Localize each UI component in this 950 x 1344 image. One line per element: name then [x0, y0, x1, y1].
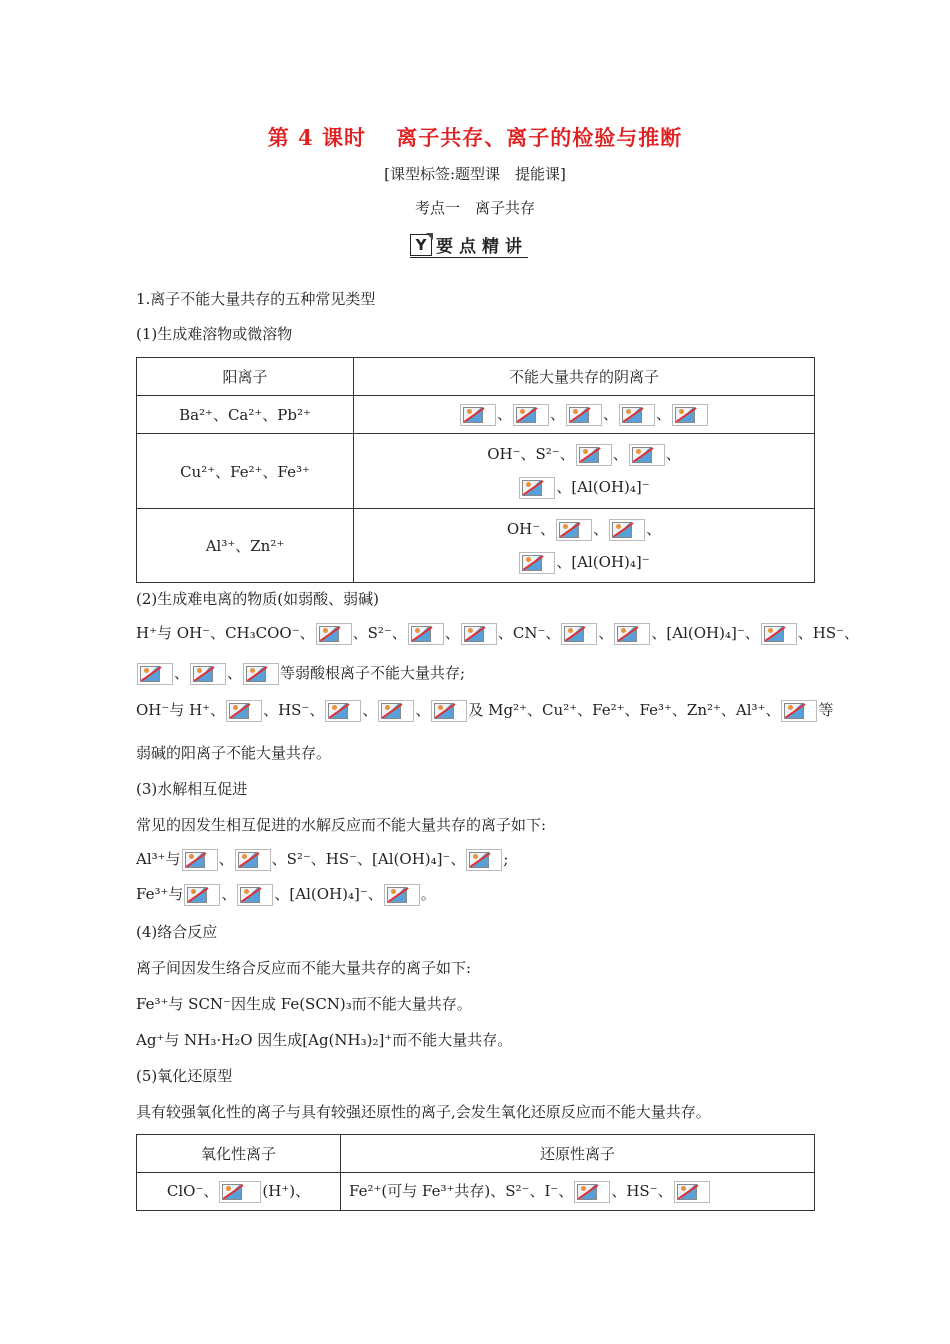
formula-image-icon — [461, 623, 497, 645]
formula-image-icon — [408, 623, 444, 645]
formula-image-icon — [519, 477, 555, 499]
text: OH⁻与 H⁺、 — [136, 701, 226, 719]
formula-image-icon — [226, 700, 262, 722]
hydrolysis-al-line: Al³⁺与 、 、S²⁻、HS⁻、[Al(OH)₄]⁻、 ; — [136, 848, 508, 871]
weak-acid-line: H⁺与 OH⁻、CH₃COO⁻、 、S²⁻、 、 、CN⁻、 、 、[Al(OH)₄]⁻、 、HS⁻、 — [136, 622, 859, 645]
sub-4-heading: (4)络合反应 — [136, 923, 218, 941]
reducing-cell — [341, 1173, 815, 1211]
formula-image-icon — [576, 444, 612, 466]
table-row — [137, 1173, 815, 1211]
weak-base-line-2: 弱碱的阳离子不能大量共存。 — [136, 744, 332, 762]
formula-image-icon — [556, 519, 592, 541]
text: 等 — [818, 701, 834, 719]
text: 、HS⁻、 — [797, 624, 860, 642]
section-badge — [410, 232, 528, 258]
anion-text: OH⁻、S²⁻、 — [487, 445, 575, 463]
text: 、S²⁻、HS⁻、[Al(OH)₄]⁻、 — [271, 850, 466, 868]
section-1-heading: 1.离子不能大量共存的五种常见类型 — [136, 290, 376, 308]
formula-image-icon — [235, 849, 271, 871]
formula-image-icon — [519, 552, 555, 574]
badge-letter: Y — [410, 234, 432, 256]
formula-image-icon — [219, 1181, 261, 1203]
formula-image-icon — [561, 623, 597, 645]
formula-image-icon — [460, 404, 496, 426]
anion-text: 、[Al(OH)₄]⁻ — [556, 478, 650, 496]
text: 等弱酸根离子不能大量共存; — [280, 664, 466, 682]
page-title: 第 4 课时 离子共存、离子的检验与推断 — [267, 125, 683, 150]
anion-cell: 、 、 、 、 — [354, 396, 815, 434]
text: Fe³⁺与 — [136, 885, 184, 903]
formula-image-icon — [672, 404, 708, 426]
text: 。 — [420, 885, 436, 903]
cation-cell: Al³⁺、Zn²⁺ — [137, 509, 354, 583]
formula-image-icon — [137, 663, 173, 685]
oxidizing-cell — [137, 1173, 341, 1211]
weak-base-line: OH⁻与 H⁺、 、HS⁻、 、 、 及 Mg²⁺、Cu²⁺、Fe²⁺、Fe³⁺、Zn²⁺、Al³⁺、 等 — [136, 699, 834, 722]
sub-3-heading: (3)水解相互促进 — [136, 780, 248, 798]
table-row — [137, 396, 815, 434]
formula-image-icon — [184, 884, 220, 906]
formula-image-icon — [609, 519, 645, 541]
anion-text: 、[Al(OH)₄]⁻ — [556, 552, 650, 571]
sub-5-heading: (5)氧化还原型 — [136, 1067, 233, 1085]
formula-image-icon — [316, 623, 352, 645]
anion-cell: OH⁻、 、 、 、[Al(OH)₄]⁻ — [354, 509, 815, 583]
text: Fe²⁺(可与 Fe³⁺共存)、S²⁻、I⁻、 — [349, 1182, 574, 1200]
table1-header-cation: 阳离子 — [137, 358, 354, 396]
complex-intro: 离子间因发生络合反应而不能大量共存的离子如下: — [136, 959, 472, 977]
table-row — [137, 434, 815, 509]
sub-1-heading: (1)生成难溶物或微溶物 — [136, 325, 293, 343]
formula-image-icon — [629, 444, 665, 466]
text: (H⁺)、 — [262, 1182, 311, 1200]
anion-text: OH⁻、 — [506, 519, 556, 538]
table2-header-reducing: 还原性离子 — [341, 1135, 815, 1173]
formula-image-icon — [781, 700, 817, 722]
table-precipitate — [136, 357, 815, 583]
text: ; — [503, 850, 509, 868]
formula-image-icon — [190, 663, 226, 685]
topic-heading: 考点一 离子共存 — [414, 199, 535, 217]
table2-header-oxidizing: 氧化性离子 — [137, 1135, 341, 1173]
sub-2-heading: (2)生成难电离的物质(如弱酸、弱碱) — [136, 590, 379, 608]
text: 、HS⁻、 — [263, 701, 325, 719]
text: Al³⁺与 — [136, 850, 181, 868]
badge-text: 要点精讲 — [436, 237, 528, 257]
lesson-tag: [课型标签:题型课 提能课] — [384, 165, 566, 183]
cation-cell: Cu²⁺、Fe²⁺、Fe³⁺ — [137, 434, 354, 509]
formula-image-icon — [566, 404, 602, 426]
formula-image-icon — [761, 623, 797, 645]
text: 、[Al(OH)₄]⁻、 — [651, 624, 760, 642]
text: 、S²⁻、 — [352, 624, 407, 642]
table1-header-anion: 不能大量共存的阴离子 — [354, 358, 815, 396]
text: 、CN⁻、 — [497, 624, 561, 642]
weak-acid-line-2: 、 、 等弱酸根离子不能大量共存; — [136, 662, 465, 685]
formula-image-icon — [384, 884, 420, 906]
table-row — [137, 509, 815, 583]
text: ClO⁻、 — [166, 1182, 219, 1200]
cation-cell: Ba²⁺、Ca²⁺、Pb²⁺ — [137, 396, 354, 434]
formula-image-icon — [378, 700, 414, 722]
formula-image-icon — [237, 884, 273, 906]
text: 及 Mg²⁺、Cu²⁺、Fe²⁺、Fe³⁺、Zn²⁺、Al³⁺、 — [468, 701, 781, 719]
text: H⁺与 OH⁻、CH₃COO⁻、 — [136, 624, 315, 642]
formula-image-icon — [325, 700, 361, 722]
formula-image-icon — [243, 663, 279, 685]
text: 、HS⁻、 — [611, 1182, 673, 1200]
hydrolysis-intro: 常见的因发生相互促进的水解反应而不能大量共存的离子如下: — [136, 816, 547, 834]
formula-image-icon — [574, 1181, 610, 1203]
table-redox — [136, 1134, 815, 1211]
formula-image-icon — [513, 404, 549, 426]
text: 、[Al(OH)₄]⁻、 — [274, 885, 383, 903]
hydrolysis-fe-line: Fe³⁺与 、 、[Al(OH)₄]⁻、 。 — [136, 883, 436, 906]
complex-fe-line: Fe³⁺与 SCN⁻因生成 Fe(SCN)₃而不能大量共存。 — [136, 995, 472, 1013]
redox-intro: 具有较强氧化性的离子与具有较强还原性的离子,会发生氧化还原反应而不能大量共存。 — [136, 1103, 711, 1121]
formula-image-icon — [182, 849, 218, 871]
complex-ag-line: Ag⁺与 NH₃·H₂O 因生成[Ag(NH₃)₂]⁺而不能大量共存。 — [136, 1031, 513, 1049]
formula-image-icon — [674, 1181, 710, 1203]
formula-image-icon — [431, 700, 467, 722]
formula-image-icon — [466, 849, 502, 871]
formula-image-icon — [619, 404, 655, 426]
anion-cell: OH⁻、S²⁻、 、 、 、[Al(OH)₄]⁻ — [354, 434, 815, 509]
formula-image-icon — [614, 623, 650, 645]
